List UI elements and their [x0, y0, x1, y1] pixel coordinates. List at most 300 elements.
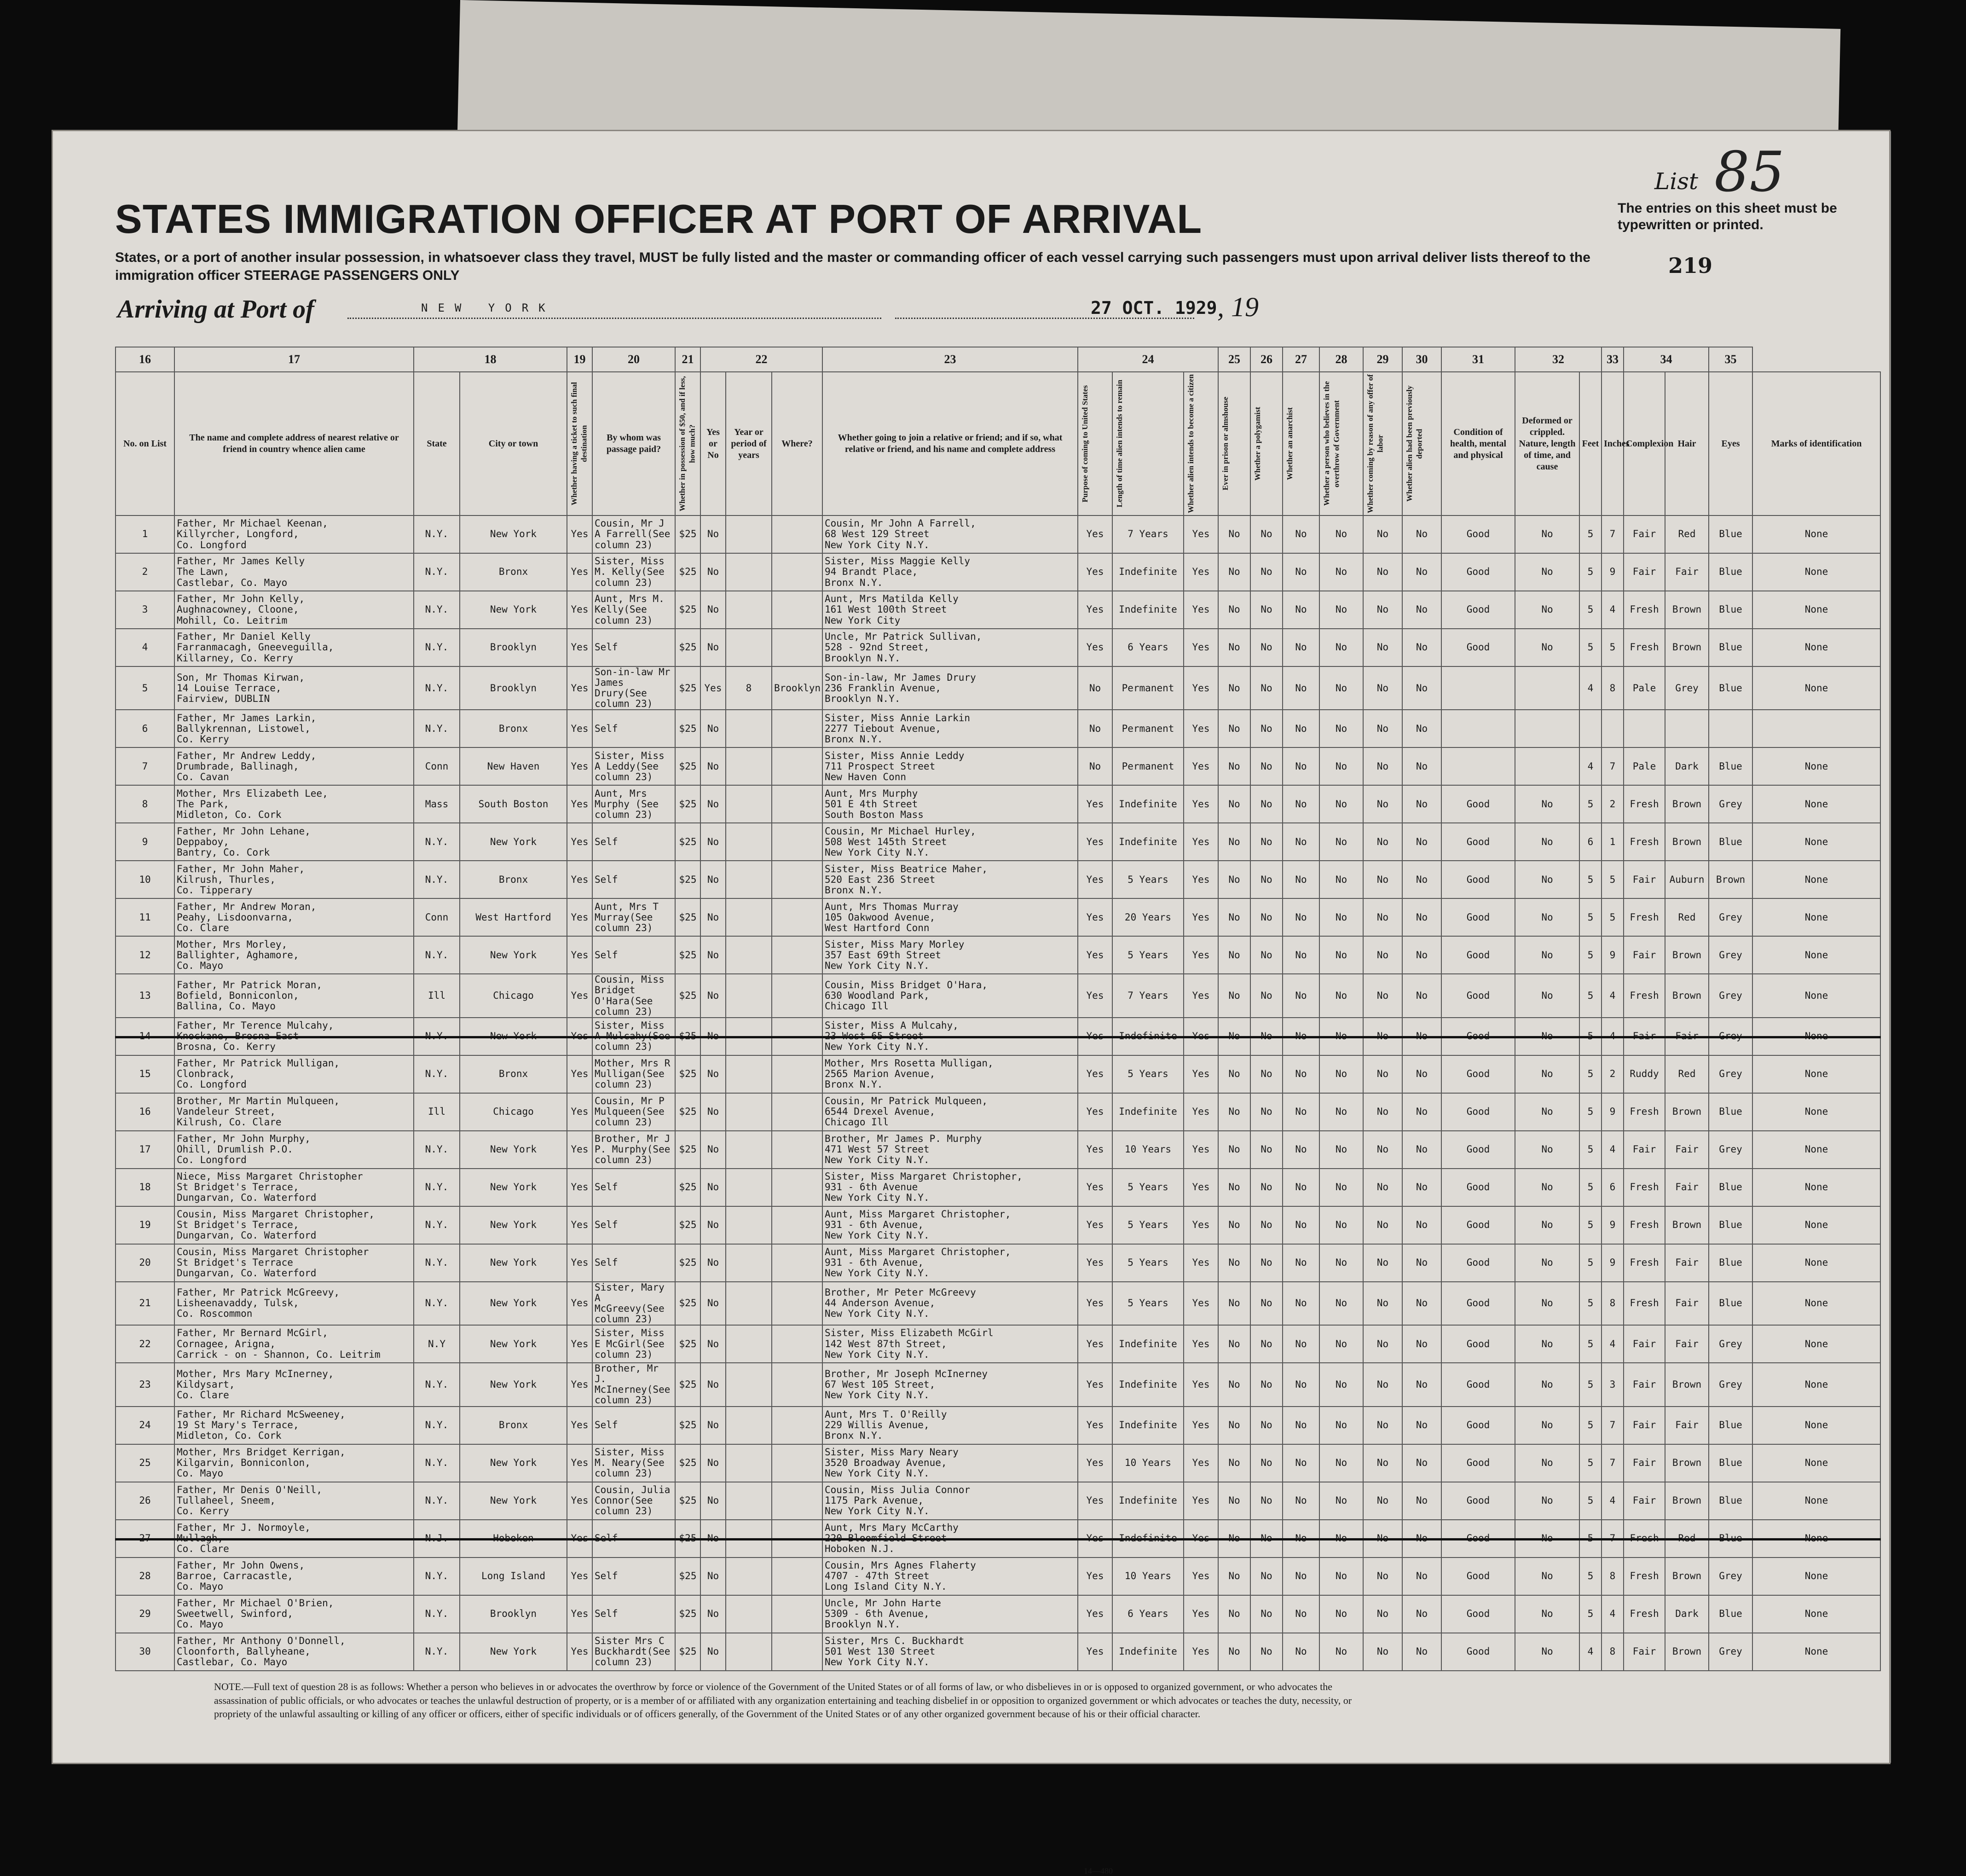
- destination-city: New York: [460, 1018, 567, 1055]
- deported-value: No: [1402, 823, 1441, 861]
- deformed-value: No: [1515, 1407, 1579, 1444]
- before-period: [726, 710, 772, 747]
- before-in-us: No: [700, 1363, 726, 1406]
- joining-relative: Aunt, Miss Margaret Christopher, 931 - 6th Avenue, New York City N.Y.: [822, 1206, 1078, 1244]
- money-value: $25: [675, 1282, 700, 1325]
- height-inches: 7: [1602, 1407, 1624, 1444]
- money-value: $25: [675, 666, 700, 710]
- prison-value: No: [1218, 747, 1250, 785]
- money-value: $25: [675, 1055, 700, 1093]
- deformed-value: No: [1515, 936, 1579, 974]
- eye-color: Blue: [1709, 823, 1752, 861]
- footnote-question-28: NOTE.—Full text of question 28 is as follows: Whether a person who believes in or advocates the overthrow by force or violence of the Government of the United States or of all forms of law, or who disbelieves in or is opposed to organized government, or who advocates the assassination of public officials, or who advocates or teaches the unlawful destruction of property, or is a member of or affiliated with any organization entertaining and teaching disbelief in or opposition to organized government or which advocates or teaches the duty, necessity, or propriety of the unlawful assaulting or killing of any officer or officers, either of specific individuals or of officers generally, of the Government of the United States or of any other organized government because of his or their official character.: [214, 1681, 1352, 1720]
- polygamist-value: No: [1250, 710, 1283, 747]
- relative-address: Mother, Mrs Mary McInerney, Kildysart, Co. Clare: [174, 1363, 414, 1406]
- table-row: [116, 591, 1880, 629]
- relative-address: Father, Mr James Larkin, Ballykrennan, Listowel, Co. Kerry: [174, 710, 414, 747]
- joining-relative: Sister, Miss Mary Morley 357 East 69th Street New York City N.Y.: [822, 936, 1078, 974]
- destination-city: New York: [460, 1131, 567, 1169]
- eye-color: Blue: [1709, 515, 1752, 553]
- colnum: 16: [116, 347, 174, 372]
- header-anarchist: Whether an anarchist: [1285, 407, 1294, 481]
- height-inches: 7: [1602, 1444, 1624, 1482]
- overthrow-value: No: [1319, 1558, 1363, 1595]
- colnum: 24: [1078, 347, 1218, 372]
- deported-value: No: [1402, 898, 1441, 936]
- joining-relative: Aunt, Mrs T. O'Reilly 229 Willis Avenue, Bronx N.Y.: [822, 1407, 1078, 1444]
- eye-color: Grey: [1709, 898, 1752, 936]
- deported-value: No: [1402, 1407, 1441, 1444]
- eye-color: Grey: [1709, 1558, 1752, 1595]
- labor-offer-value: No: [1363, 1444, 1402, 1482]
- destination-state: N.J.: [414, 1520, 460, 1558]
- deformed-value: No: [1515, 974, 1579, 1017]
- identification-marks: None: [1752, 898, 1880, 936]
- row-number: 27: [116, 1520, 174, 1558]
- destination-state: N.Y.: [414, 591, 460, 629]
- height-inches: 3: [1602, 1363, 1624, 1406]
- destination-city: New York: [460, 1244, 567, 1282]
- polygamist-value: No: [1250, 1131, 1283, 1169]
- header-no: No. on List: [116, 372, 174, 515]
- height-feet: 5: [1579, 898, 1602, 936]
- before-period: [726, 1055, 772, 1093]
- passage-paid-by: Sister, Miss A Mulcahy(See column 23): [592, 1018, 675, 1055]
- relative-address: Cousin, Miss Margaret Christopher, St Bridget's Terrace, Dungarvan, Co. Waterford: [174, 1206, 414, 1244]
- money-value: $25: [675, 1169, 700, 1206]
- table-row: [116, 1244, 1880, 1282]
- length-of-stay: Indefinite: [1112, 785, 1184, 823]
- height-feet: 5: [1579, 1520, 1602, 1558]
- destination-city: New York: [460, 1282, 567, 1325]
- anarchist-value: No: [1283, 1206, 1319, 1244]
- complexion-value: Fresh: [1624, 1169, 1665, 1206]
- table-row: [116, 898, 1880, 936]
- labor-offer-value: No: [1363, 1520, 1402, 1558]
- overthrow-value: No: [1319, 1093, 1363, 1131]
- ticket-value: Yes: [567, 861, 592, 898]
- height-inches: 4: [1602, 1325, 1624, 1363]
- passage-paid-by: Self: [592, 710, 675, 747]
- hair-color: Brown: [1665, 1093, 1709, 1131]
- length-of-stay: Permanent: [1112, 666, 1184, 710]
- relative-address: Father, Mr John Kelly, Aughnacowney, Cloone, Mohill, Co. Leitrim: [174, 591, 414, 629]
- eye-color: Grey: [1709, 936, 1752, 974]
- height-inches: 2: [1602, 785, 1624, 823]
- deformed-value: [1515, 666, 1579, 710]
- row-number: 30: [116, 1633, 174, 1671]
- ticket-value: Yes: [567, 629, 592, 666]
- money-value: $25: [675, 1595, 700, 1633]
- purpose-value: Yes: [1078, 1093, 1112, 1131]
- deported-value: No: [1402, 1363, 1441, 1406]
- citizen-intent: Yes: [1184, 1018, 1218, 1055]
- money-value: $25: [675, 1482, 700, 1520]
- hair-color: Red: [1665, 1055, 1709, 1093]
- prison-value: No: [1218, 1595, 1250, 1633]
- before-where: [772, 1633, 822, 1671]
- typewritten-instruction: The entries on this sheet must be typewritten or printed.: [1618, 201, 1837, 232]
- purpose-value: Yes: [1078, 1018, 1112, 1055]
- prison-value: No: [1218, 629, 1250, 666]
- destination-city: Long Island: [460, 1558, 567, 1595]
- deformed-value: [1515, 747, 1579, 785]
- citizen-intent: Yes: [1184, 1244, 1218, 1282]
- anarchist-value: No: [1283, 1131, 1319, 1169]
- table-row: [116, 1055, 1880, 1093]
- overthrow-value: No: [1319, 1206, 1363, 1244]
- length-of-stay: 5 Years: [1112, 1206, 1184, 1244]
- deported-value: No: [1402, 515, 1441, 553]
- anarchist-value: No: [1283, 1244, 1319, 1282]
- overthrow-value: No: [1319, 1520, 1363, 1558]
- joining-relative: Sister, Miss Beatrice Maher, 520 East 236 Street Bronx N.Y.: [822, 861, 1078, 898]
- labor-offer-value: No: [1363, 1131, 1402, 1169]
- polygamist-value: No: [1250, 1633, 1283, 1671]
- header-prison: Ever in prison or almshouse: [1221, 397, 1230, 491]
- prison-value: No: [1218, 1363, 1250, 1406]
- destination-city: Bronx: [460, 553, 567, 591]
- polygamist-value: No: [1250, 1407, 1283, 1444]
- before-period: [726, 1282, 772, 1325]
- overthrow-value: No: [1319, 1325, 1363, 1363]
- citizen-intent: Yes: [1184, 515, 1218, 553]
- joining-relative: Mother, Mrs Rosetta Mulligan, 2565 Marion Avenue, Bronx N.Y.: [822, 1055, 1078, 1093]
- identification-marks: None: [1752, 1325, 1880, 1363]
- health-condition: Good: [1441, 1244, 1515, 1282]
- before-where: [772, 1444, 822, 1482]
- eye-color: Grey: [1709, 1131, 1752, 1169]
- deformed-value: No: [1515, 1282, 1579, 1325]
- passage-paid-by: Cousin, Mr J A Farrell(See column 23): [592, 515, 675, 553]
- relative-address: Father, Mr Patrick Moran, Bofield, Bonniconlon, Ballina, Co. Mayo: [174, 974, 414, 1017]
- destination-state: N.Y.: [414, 629, 460, 666]
- height-feet: 5: [1579, 1055, 1602, 1093]
- money-value: $25: [675, 515, 700, 553]
- deported-value: No: [1402, 710, 1441, 747]
- identification-marks: None: [1752, 936, 1880, 974]
- before-in-us: No: [700, 823, 726, 861]
- purpose-value: Yes: [1078, 1325, 1112, 1363]
- prison-value: No: [1218, 1093, 1250, 1131]
- length-of-stay: 6 Years: [1112, 629, 1184, 666]
- height-inches: 7: [1602, 1520, 1624, 1558]
- money-value: $25: [675, 1325, 700, 1363]
- deformed-value: No: [1515, 1595, 1579, 1633]
- health-condition: Good: [1441, 1595, 1515, 1633]
- length-of-stay: Indefinite: [1112, 1018, 1184, 1055]
- joining-relative: Sister, Miss Maggie Kelly 94 Brandt Place, Bronx N.Y.: [822, 553, 1078, 591]
- ticket-value: Yes: [567, 1633, 592, 1671]
- purpose-value: No: [1078, 747, 1112, 785]
- health-condition: Good: [1441, 1482, 1515, 1520]
- header-relative: The name and complete address of nearest relative or friend in country whence alien came: [174, 372, 414, 515]
- passage-paid-by: Cousin, Miss Bridget O'Hara(See column 23): [592, 974, 675, 1017]
- before-in-us: No: [700, 747, 726, 785]
- citizen-intent: Yes: [1184, 1325, 1218, 1363]
- colnum: 29: [1363, 347, 1402, 372]
- deported-value: No: [1402, 666, 1441, 710]
- polygamist-value: No: [1250, 629, 1283, 666]
- anarchist-value: No: [1283, 1055, 1319, 1093]
- before-period: [726, 785, 772, 823]
- before-period: [726, 1633, 772, 1671]
- row-number: 20: [116, 1244, 174, 1282]
- header-state: State: [414, 372, 460, 515]
- citizen-intent: Yes: [1184, 710, 1218, 747]
- overthrow-value: No: [1319, 1444, 1363, 1482]
- joining-relative: Brother, Mr Joseph McInerney 67 West 105 Street, New York City N.Y.: [822, 1363, 1078, 1406]
- before-in-us: No: [700, 785, 726, 823]
- row-number: 23: [116, 1363, 174, 1406]
- passage-paid-by: Sister, Miss M. Kelly(See column 23): [592, 553, 675, 591]
- ticket-value: Yes: [567, 666, 592, 710]
- before-period: [726, 1595, 772, 1633]
- destination-city: West Hartford: [460, 898, 567, 936]
- header-polygamist: Whether a polygamist: [1253, 406, 1262, 481]
- ticket-value: Yes: [567, 1482, 592, 1520]
- length-of-stay: 5 Years: [1112, 936, 1184, 974]
- page-number: 219: [1668, 253, 1713, 278]
- joining-relative: Uncle, Mr Patrick Sullivan, 528 - 92nd Street, Brooklyn N.Y.: [822, 629, 1078, 666]
- eye-color: Grey: [1709, 1018, 1752, 1055]
- anarchist-value: No: [1283, 1018, 1319, 1055]
- before-in-us: No: [700, 629, 726, 666]
- overthrow-value: No: [1319, 1595, 1363, 1633]
- hair-color: Fair: [1665, 1169, 1709, 1206]
- health-condition: Good: [1441, 898, 1515, 936]
- identification-marks: None: [1752, 1169, 1880, 1206]
- destination-state: N.Y.: [414, 1206, 460, 1244]
- labor-offer-value: No: [1363, 936, 1402, 974]
- hair-color: Fair: [1665, 1325, 1709, 1363]
- row-number: 17: [116, 1131, 174, 1169]
- before-period: [726, 515, 772, 553]
- health-condition: Good: [1441, 861, 1515, 898]
- header-before-where: Where?: [772, 372, 822, 515]
- deformed-value: No: [1515, 1131, 1579, 1169]
- deported-value: No: [1402, 1558, 1441, 1595]
- money-value: $25: [675, 1407, 700, 1444]
- hair-color: Brown: [1665, 1633, 1709, 1671]
- destination-city: South Boston: [460, 785, 567, 823]
- table-row: [116, 1363, 1880, 1406]
- length-of-stay: 5 Years: [1112, 1282, 1184, 1325]
- relative-address: Father, Mr Michael O'Brien, Sweetwell, Swinford, Co. Mayo: [174, 1595, 414, 1633]
- polygamist-value: No: [1250, 1169, 1283, 1206]
- before-in-us: No: [700, 1244, 726, 1282]
- destination-state: N.Y.: [414, 1444, 460, 1482]
- hair-color: Brown: [1665, 629, 1709, 666]
- polygamist-value: No: [1250, 936, 1283, 974]
- column-number-row: [116, 347, 1880, 372]
- length-of-stay: 5 Years: [1112, 1169, 1184, 1206]
- length-of-stay: Indefinite: [1112, 1520, 1184, 1558]
- table-row: [116, 1325, 1880, 1363]
- labor-offer-value: No: [1363, 898, 1402, 936]
- anarchist-value: No: [1283, 1325, 1319, 1363]
- prison-value: No: [1218, 1131, 1250, 1169]
- health-condition: Good: [1441, 553, 1515, 591]
- row-number: 26: [116, 1482, 174, 1520]
- money-value: $25: [675, 1093, 700, 1131]
- relative-address: Mother, Mrs Bridget Kerrigan, Kilgarvin, Bonniconlon, Co. Mayo: [174, 1444, 414, 1482]
- citizen-intent: Yes: [1184, 785, 1218, 823]
- labor-offer-value: No: [1363, 1363, 1402, 1406]
- eye-color: Grey: [1709, 974, 1752, 1017]
- overthrow-value: No: [1319, 974, 1363, 1017]
- complexion-value: Pale: [1624, 666, 1665, 710]
- money-value: $25: [675, 553, 700, 591]
- polygamist-value: No: [1250, 974, 1283, 1017]
- citizen-intent: Yes: [1184, 591, 1218, 629]
- eye-color: Blue: [1709, 1093, 1752, 1131]
- passage-paid-by: Aunt, Mrs Murphy (See column 23): [592, 785, 675, 823]
- height-feet: 5: [1579, 1282, 1602, 1325]
- purpose-value: Yes: [1078, 936, 1112, 974]
- table-row: [116, 1558, 1880, 1595]
- identification-marks: None: [1752, 861, 1880, 898]
- before-where: [772, 1206, 822, 1244]
- length-of-stay: 10 Years: [1112, 1558, 1184, 1595]
- before-where: [772, 1363, 822, 1406]
- money-value: $25: [675, 1558, 700, 1595]
- identification-marks: None: [1752, 1482, 1880, 1520]
- relative-address: Father, Mr Patrick Mulligan, Clonbrack, Co. Longford: [174, 1055, 414, 1093]
- citizen-intent: Yes: [1184, 823, 1218, 861]
- header-deformed: Deformed or crippled. Nature, length of time, and cause: [1515, 372, 1579, 515]
- destination-city: Brooklyn: [460, 629, 567, 666]
- header-purpose: Purpose of coming to United States: [1081, 385, 1089, 503]
- complexion-value: Fair: [1624, 1363, 1665, 1406]
- purpose-value: Yes: [1078, 1169, 1112, 1206]
- colnum: 25: [1218, 347, 1250, 372]
- height-feet: 5: [1579, 1093, 1602, 1131]
- eye-color: Blue: [1709, 1595, 1752, 1633]
- deported-value: No: [1402, 1244, 1441, 1282]
- polygamist-value: No: [1250, 747, 1283, 785]
- list-label: List: [1654, 168, 1698, 195]
- height-feet: 4: [1579, 1633, 1602, 1671]
- length-of-stay: Permanent: [1112, 710, 1184, 747]
- labor-offer-value: No: [1363, 629, 1402, 666]
- prison-value: No: [1218, 1558, 1250, 1595]
- ticket-value: Yes: [567, 974, 592, 1017]
- citizen-intent: Yes: [1184, 1444, 1218, 1482]
- before-where: [772, 1595, 822, 1633]
- before-in-us: No: [700, 974, 726, 1017]
- height-inches: 8: [1602, 1282, 1624, 1325]
- overthrow-value: No: [1319, 629, 1363, 666]
- health-condition: Good: [1441, 629, 1515, 666]
- purpose-value: Yes: [1078, 1131, 1112, 1169]
- before-where: [772, 823, 822, 861]
- before-in-us: No: [700, 1282, 726, 1325]
- row-number: 8: [116, 785, 174, 823]
- identification-marks: None: [1752, 1558, 1880, 1595]
- money-value: $25: [675, 1131, 700, 1169]
- prison-value: No: [1218, 785, 1250, 823]
- destination-state: N.Y.: [414, 861, 460, 898]
- destination-city: Bronx: [460, 861, 567, 898]
- purpose-value: Yes: [1078, 591, 1112, 629]
- identification-marks: None: [1752, 1093, 1880, 1131]
- prison-value: No: [1218, 1444, 1250, 1482]
- labor-offer-value: No: [1363, 1595, 1402, 1633]
- labor-offer-value: No: [1363, 974, 1402, 1017]
- row-number: 2: [116, 553, 174, 591]
- health-condition: Good: [1441, 974, 1515, 1017]
- length-of-stay: Indefinite: [1112, 1093, 1184, 1131]
- height-feet: 5: [1579, 1482, 1602, 1520]
- port-of-arrival: NEW YORK: [421, 301, 555, 314]
- height-inches: 9: [1602, 1244, 1624, 1282]
- deformed-value: No: [1515, 861, 1579, 898]
- money-value: $25: [675, 1444, 700, 1482]
- destination-city: New York: [460, 1444, 567, 1482]
- table-row: [116, 1444, 1880, 1482]
- deported-value: No: [1402, 1093, 1441, 1131]
- anarchist-value: No: [1283, 898, 1319, 936]
- header-complexion: Complexion: [1624, 372, 1665, 515]
- joining-relative: Aunt, Mrs Mary McCarthy 220 Bloomfield Street Hoboken N.J.: [822, 1520, 1078, 1558]
- anarchist-value: No: [1283, 785, 1319, 823]
- prison-value: No: [1218, 1325, 1250, 1363]
- deported-value: No: [1402, 1055, 1441, 1093]
- purpose-value: Yes: [1078, 1482, 1112, 1520]
- money-value: $25: [675, 629, 700, 666]
- row-number: 10: [116, 861, 174, 898]
- health-condition: Good: [1441, 1444, 1515, 1482]
- eye-color: [1709, 710, 1752, 747]
- deformed-value: [1515, 710, 1579, 747]
- height-inches: 9: [1602, 936, 1624, 974]
- citizen-intent: Yes: [1184, 1282, 1218, 1325]
- manifest-rows: [116, 515, 1880, 1671]
- joining-relative: Cousin, Miss Julia Connor 1175 Park Avenue, New York City N.Y.: [822, 1482, 1078, 1520]
- deported-value: No: [1402, 591, 1441, 629]
- list-number: 85: [1714, 140, 1785, 204]
- before-in-us: No: [700, 1093, 726, 1131]
- complexion-value: Fair: [1624, 553, 1665, 591]
- citizen-intent: Yes: [1184, 861, 1218, 898]
- hair-color: Dark: [1665, 1595, 1709, 1633]
- relative-address: Father, Mr Michael Keenan, Killyrcher, Longford, Co. Longford: [174, 515, 414, 553]
- row-number: 5: [116, 666, 174, 710]
- joining-relative: Brother, Mr Peter McGreevy 44 Anderson Avenue, New York City N.Y.: [822, 1282, 1078, 1325]
- deported-value: No: [1402, 1206, 1441, 1244]
- destination-state: N.Y.: [414, 553, 460, 591]
- polygamist-value: No: [1250, 898, 1283, 936]
- before-where: [772, 553, 822, 591]
- before-period: [726, 1363, 772, 1406]
- labor-offer-value: No: [1363, 785, 1402, 823]
- polygamist-value: No: [1250, 1093, 1283, 1131]
- ticket-value: Yes: [567, 1520, 592, 1558]
- passage-paid-by: Self: [592, 823, 675, 861]
- length-of-stay: 5 Years: [1112, 861, 1184, 898]
- before-in-us: No: [700, 1206, 726, 1244]
- destination-state: N.Y.: [414, 1169, 460, 1206]
- anarchist-value: No: [1283, 666, 1319, 710]
- before-in-us: No: [700, 553, 726, 591]
- overthrow-value: No: [1319, 1131, 1363, 1169]
- passenger-manifest-table: [115, 347, 1881, 1671]
- labor-offer-value: No: [1363, 1244, 1402, 1282]
- anarchist-value: No: [1283, 1595, 1319, 1633]
- hair-color: Fair: [1665, 553, 1709, 591]
- overthrow-value: No: [1319, 747, 1363, 785]
